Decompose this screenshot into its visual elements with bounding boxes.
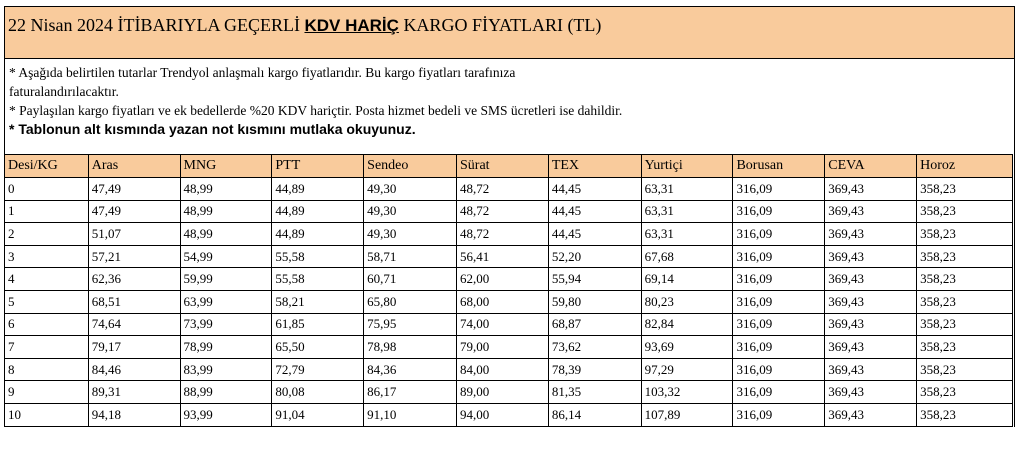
note-line: faturalandırılacaktır. <box>9 84 119 99</box>
price-cell: 369,43 <box>825 200 917 223</box>
price-cell: 84,46 <box>88 358 180 381</box>
price-cell: 67,68 <box>641 245 733 268</box>
price-cell: 78,99 <box>180 336 272 359</box>
price-cell: 369,43 <box>825 381 917 404</box>
price-cell: 358,23 <box>917 381 1013 404</box>
price-cell: 74,00 <box>457 313 549 336</box>
price-cell: 93,99 <box>180 403 272 426</box>
price-cell: 48,99 <box>180 200 272 223</box>
column-header: MNG <box>180 155 272 178</box>
column-header: Aras <box>88 155 180 178</box>
price-cell: 75,95 <box>364 313 457 336</box>
price-cell: 55,94 <box>548 268 641 291</box>
price-cell: 51,07 <box>88 223 180 246</box>
price-cell: 358,23 <box>917 313 1013 336</box>
price-cell: 86,14 <box>548 403 641 426</box>
price-cell: 358,23 <box>917 178 1013 201</box>
table-row <box>5 268 1013 291</box>
table-row <box>5 403 1013 426</box>
price-cell: 81,35 <box>548 381 641 404</box>
price-cell: 44,45 <box>548 178 641 201</box>
price-cell: 74,64 <box>88 313 180 336</box>
price-table <box>4 154 1013 427</box>
desi-cell: 0 <box>5 178 89 201</box>
price-cell: 62,36 <box>88 268 180 291</box>
column-header: Sürat <box>457 155 549 178</box>
price-cell: 73,99 <box>180 313 272 336</box>
price-cell: 369,43 <box>825 290 917 313</box>
price-cell: 316,09 <box>733 336 825 359</box>
table-header-row <box>5 155 1013 178</box>
price-cell: 358,23 <box>917 245 1013 268</box>
price-sheet <box>4 6 1015 427</box>
price-cell: 68,51 <box>88 290 180 313</box>
price-cell: 78,39 <box>548 358 641 381</box>
price-cell: 91,04 <box>272 403 364 426</box>
price-cell: 48,72 <box>457 223 549 246</box>
price-cell: 63,31 <box>641 223 733 246</box>
page-title <box>5 7 1014 59</box>
price-cell: 60,71 <box>364 268 457 291</box>
desi-cell: 3 <box>5 245 89 268</box>
table-row <box>5 381 1013 404</box>
price-cell: 316,09 <box>733 381 825 404</box>
price-cell: 369,43 <box>825 336 917 359</box>
price-cell: 358,23 <box>917 200 1013 223</box>
table-row <box>5 290 1013 313</box>
price-cell: 69,14 <box>641 268 733 291</box>
price-cell: 316,09 <box>733 245 825 268</box>
price-cell: 63,99 <box>180 290 272 313</box>
desi-cell: 2 <box>5 223 89 246</box>
price-cell: 316,09 <box>733 358 825 381</box>
notes-block <box>5 59 1014 154</box>
price-cell: 84,00 <box>457 358 549 381</box>
price-cell: 49,30 <box>364 200 457 223</box>
price-cell: 316,09 <box>733 313 825 336</box>
price-cell: 369,43 <box>825 403 917 426</box>
price-cell: 369,43 <box>825 268 917 291</box>
price-cell: 58,71 <box>364 245 457 268</box>
price-cell: 47,49 <box>88 178 180 201</box>
column-header: CEVA <box>825 155 917 178</box>
price-cell: 44,89 <box>272 200 364 223</box>
price-cell: 58,21 <box>272 290 364 313</box>
desi-cell: 8 <box>5 358 89 381</box>
table-row <box>5 200 1013 223</box>
price-cell: 65,50 <box>272 336 364 359</box>
price-cell: 358,23 <box>917 336 1013 359</box>
price-cell: 55,58 <box>272 268 364 291</box>
column-header: Sendeo <box>364 155 457 178</box>
price-cell: 86,17 <box>364 381 457 404</box>
price-cell: 44,45 <box>548 200 641 223</box>
price-cell: 358,23 <box>917 403 1013 426</box>
column-header: Horoz <box>917 155 1013 178</box>
price-cell: 94,00 <box>457 403 549 426</box>
price-cell: 59,99 <box>180 268 272 291</box>
note-line: * Paylaşılan kargo fiyatları ve ek bedellerde %20 KDV hariçtir. Posta hizmet bedeli ve SMS ücretleri ise dahildir. <box>9 103 623 118</box>
column-header: TEX <box>548 155 641 178</box>
price-cell: 107,89 <box>641 403 733 426</box>
price-cell: 103,32 <box>641 381 733 404</box>
price-cell: 358,23 <box>917 358 1013 381</box>
price-cell: 316,09 <box>733 403 825 426</box>
price-cell: 369,43 <box>825 245 917 268</box>
price-cell: 47,49 <box>88 200 180 223</box>
price-cell: 55,58 <box>272 245 364 268</box>
price-cell: 63,31 <box>641 200 733 223</box>
price-cell: 369,43 <box>825 358 917 381</box>
table-row <box>5 178 1013 201</box>
column-header: Borusan <box>733 155 825 178</box>
price-cell: 65,80 <box>364 290 457 313</box>
price-cell: 49,30 <box>364 178 457 201</box>
price-cell: 369,43 <box>825 178 917 201</box>
desi-cell: 4 <box>5 268 89 291</box>
price-cell: 316,09 <box>733 223 825 246</box>
desi-cell: 10 <box>5 403 89 426</box>
table-body <box>5 178 1013 427</box>
price-cell: 49,30 <box>364 223 457 246</box>
price-cell: 62,00 <box>457 268 549 291</box>
desi-cell: 6 <box>5 313 89 336</box>
title-prefix: 22 Nisan 2024 İTİBARIYLA GEÇERLİ <box>8 15 305 35</box>
desi-cell: 5 <box>5 290 89 313</box>
desi-cell: 7 <box>5 336 89 359</box>
price-cell: 63,31 <box>641 178 733 201</box>
price-cell: 56,41 <box>457 245 549 268</box>
table-row <box>5 358 1013 381</box>
price-cell: 94,18 <box>88 403 180 426</box>
desi-cell: 1 <box>5 200 89 223</box>
title-highlight: KDV HARİÇ <box>304 16 399 35</box>
price-cell: 48,72 <box>457 178 549 201</box>
price-cell: 68,00 <box>457 290 549 313</box>
note-line-important: * Tablonun alt kısmında yazan not kısmını mutlaka okuyunuz. <box>9 121 416 137</box>
price-cell: 316,09 <box>733 268 825 291</box>
column-header: Yurtiçi <box>641 155 733 178</box>
price-cell: 88,99 <box>180 381 272 404</box>
table-row <box>5 245 1013 268</box>
price-cell: 89,00 <box>457 381 549 404</box>
price-cell: 44,89 <box>272 178 364 201</box>
price-cell: 80,23 <box>641 290 733 313</box>
price-cell: 89,31 <box>88 381 180 404</box>
note-line: * Aşağıda belirtilen tutarlar Trendyol anlaşmalı kargo fiyatlarıdır. Bu kargo fiyatları tarafınıza <box>9 65 516 80</box>
table-row <box>5 313 1013 336</box>
price-cell: 52,20 <box>548 245 641 268</box>
price-cell: 80,08 <box>272 381 364 404</box>
title-suffix: KARGO FİYATLARI (TL) <box>398 15 602 35</box>
price-cell: 54,99 <box>180 245 272 268</box>
price-cell: 84,36 <box>364 358 457 381</box>
price-cell: 369,43 <box>825 223 917 246</box>
price-cell: 48,99 <box>180 178 272 201</box>
price-cell: 68,87 <box>548 313 641 336</box>
price-cell: 93,69 <box>641 336 733 359</box>
price-cell: 78,98 <box>364 336 457 359</box>
price-cell: 59,80 <box>548 290 641 313</box>
table-row <box>5 336 1013 359</box>
price-cell: 316,09 <box>733 290 825 313</box>
price-cell: 48,72 <box>457 200 549 223</box>
price-cell: 44,45 <box>548 223 641 246</box>
price-cell: 82,84 <box>641 313 733 336</box>
column-header: PTT <box>272 155 364 178</box>
price-cell: 79,00 <box>457 336 549 359</box>
price-cell: 316,09 <box>733 200 825 223</box>
price-cell: 358,23 <box>917 268 1013 291</box>
price-cell: 72,79 <box>272 358 364 381</box>
table-row <box>5 223 1013 246</box>
desi-cell: 9 <box>5 381 89 404</box>
price-cell: 44,89 <box>272 223 364 246</box>
price-cell: 369,43 <box>825 313 917 336</box>
price-cell: 91,10 <box>364 403 457 426</box>
price-cell: 48,99 <box>180 223 272 246</box>
column-header: Desi/KG <box>5 155 89 178</box>
price-cell: 358,23 <box>917 290 1013 313</box>
price-cell: 83,99 <box>180 358 272 381</box>
price-cell: 73,62 <box>548 336 641 359</box>
price-cell: 358,23 <box>917 223 1013 246</box>
price-cell: 57,21 <box>88 245 180 268</box>
price-cell: 61,85 <box>272 313 364 336</box>
price-cell: 316,09 <box>733 178 825 201</box>
price-cell: 79,17 <box>88 336 180 359</box>
price-cell: 97,29 <box>641 358 733 381</box>
